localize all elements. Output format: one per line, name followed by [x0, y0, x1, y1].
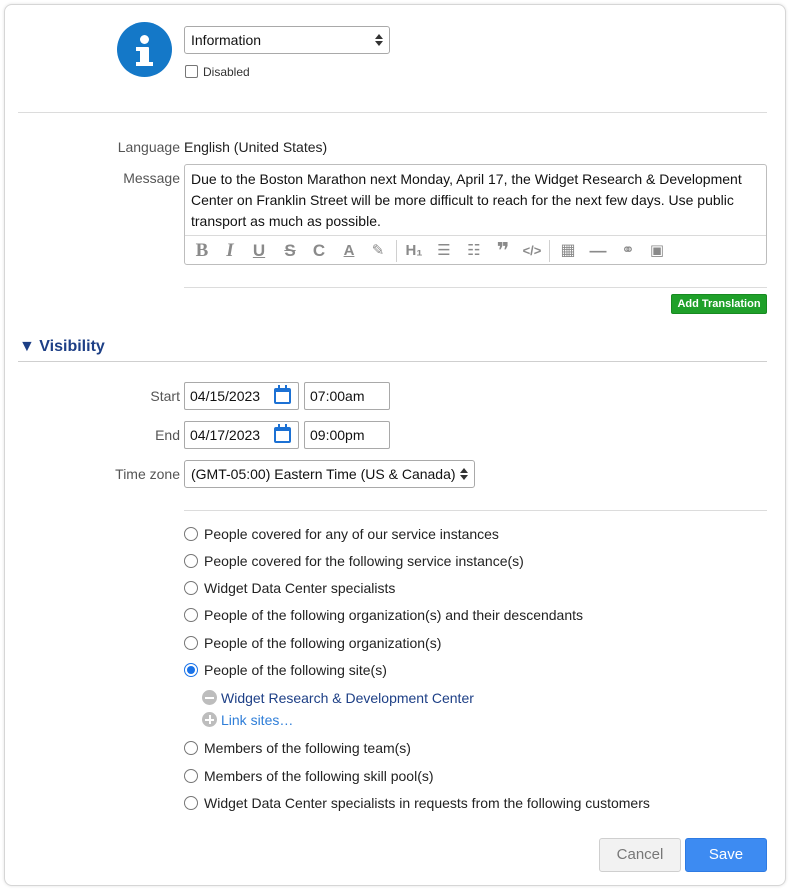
- image-icon[interactable]: ▣: [649, 242, 665, 259]
- underline-icon[interactable]: U: [252, 241, 266, 260]
- calendar-icon[interactable]: [274, 427, 291, 443]
- linked-site-link[interactable]: Widget Research & Development Center: [221, 690, 474, 706]
- audience-radio[interactable]: [184, 608, 198, 622]
- numbered-list-icon[interactable]: ☰: [437, 242, 451, 259]
- disabled-checkbox[interactable]: [185, 65, 198, 78]
- save-button[interactable]: Save: [685, 838, 767, 872]
- audience-option-label: People of the following organization(s) and their descendants: [204, 607, 584, 623]
- select-arrows-icon: [375, 34, 383, 46]
- end-time-input[interactable]: [304, 421, 390, 449]
- add-translation-button[interactable]: Add Translation: [671, 294, 767, 314]
- info-icon: [117, 22, 172, 77]
- divider: [184, 510, 767, 511]
- editor-toolbar: [185, 235, 766, 265]
- audience-option-label: People covered for any of our service instances: [204, 526, 499, 542]
- audience-radio-selected[interactable]: [184, 663, 198, 677]
- audience-radio[interactable]: [184, 581, 198, 595]
- audience-radio[interactable]: [184, 636, 198, 650]
- audience-option-label: Widget Data Center specialists in requests from the following customers: [204, 795, 650, 811]
- divider: [184, 287, 767, 288]
- bulleted-list-icon[interactable]: ☷: [467, 242, 481, 259]
- disabled-label: Disabled: [203, 65, 250, 79]
- timezone-select[interactable]: [184, 460, 475, 488]
- end-time-value: 09:00pm: [310, 427, 365, 443]
- language-value: English (United States): [184, 139, 328, 155]
- timezone-label: Time zone: [115, 466, 180, 482]
- message-text[interactable]: Due to the Boston Marathon next Monday, April 17, the Widget Research & Development Center on Franklin Street will be more difficult to reach for the next few days. Use public transport as much as possible.: [191, 171, 742, 229]
- text-color-icon[interactable]: A: [343, 242, 355, 259]
- toolbar-separator: [396, 240, 397, 262]
- clear-format-icon[interactable]: C: [312, 241, 326, 260]
- type-select[interactable]: [184, 26, 390, 54]
- audience-radio[interactable]: [184, 527, 198, 541]
- add-site-icon[interactable]: [202, 712, 217, 727]
- start-label: Start: [150, 388, 180, 404]
- link-sites-link[interactable]: Link sites…: [221, 712, 294, 728]
- table-icon[interactable]: ▦: [560, 242, 576, 259]
- strikethrough-icon[interactable]: S: [284, 241, 296, 260]
- calendar-icon[interactable]: [274, 388, 291, 404]
- quote-icon[interactable]: ❞: [496, 238, 510, 263]
- audience-radio[interactable]: [184, 796, 198, 810]
- highlight-icon[interactable]: ✎: [371, 242, 385, 259]
- audience-option-label: Members of the following team(s): [204, 740, 411, 756]
- link-icon[interactable]: ⚭: [621, 242, 635, 259]
- heading-icon[interactable]: H₁: [405, 242, 423, 259]
- end-date-input[interactable]: [184, 421, 299, 449]
- end-date-value: 04/17/2023: [190, 427, 261, 443]
- message-label: Message: [123, 170, 180, 186]
- select-arrows-icon: [460, 468, 468, 480]
- cancel-button[interactable]: Cancel: [599, 838, 681, 872]
- horizontal-rule-icon[interactable]: —: [589, 241, 607, 260]
- audience-radio[interactable]: [184, 554, 198, 568]
- audience-radio[interactable]: [184, 741, 198, 755]
- code-icon[interactable]: </>: [522, 243, 542, 258]
- audience-option-label: People of the following site(s): [204, 662, 387, 678]
- divider: [18, 112, 767, 113]
- divider: [18, 361, 767, 362]
- audience-radio[interactable]: [184, 769, 198, 783]
- language-label: Language: [117, 139, 180, 155]
- visibility-section-toggle[interactable]: ▼ Visibility: [19, 338, 105, 355]
- audience-option-label: Members of the following skill pool(s): [204, 768, 434, 784]
- italic-icon[interactable]: I: [226, 240, 234, 261]
- audience-option-label: People covered for the following service instance(s): [204, 553, 524, 569]
- toolbar-separator: [549, 240, 550, 262]
- end-label: End: [155, 427, 180, 443]
- type-select-value: Information: [191, 32, 262, 48]
- bold-icon[interactable]: B: [195, 240, 209, 261]
- start-time-input[interactable]: [304, 382, 390, 410]
- audience-option-label: Widget Data Center specialists: [204, 580, 396, 596]
- message-editor[interactable]: [184, 164, 767, 265]
- timezone-value: (GMT-05:00) Eastern Time (US & Canada): [191, 466, 456, 482]
- start-time-value: 07:00am: [310, 388, 365, 404]
- audience-option-label: People of the following organization(s): [204, 635, 442, 651]
- start-date-input[interactable]: [184, 382, 299, 410]
- start-date-value: 04/15/2023: [190, 388, 261, 404]
- remove-site-icon[interactable]: [202, 690, 217, 705]
